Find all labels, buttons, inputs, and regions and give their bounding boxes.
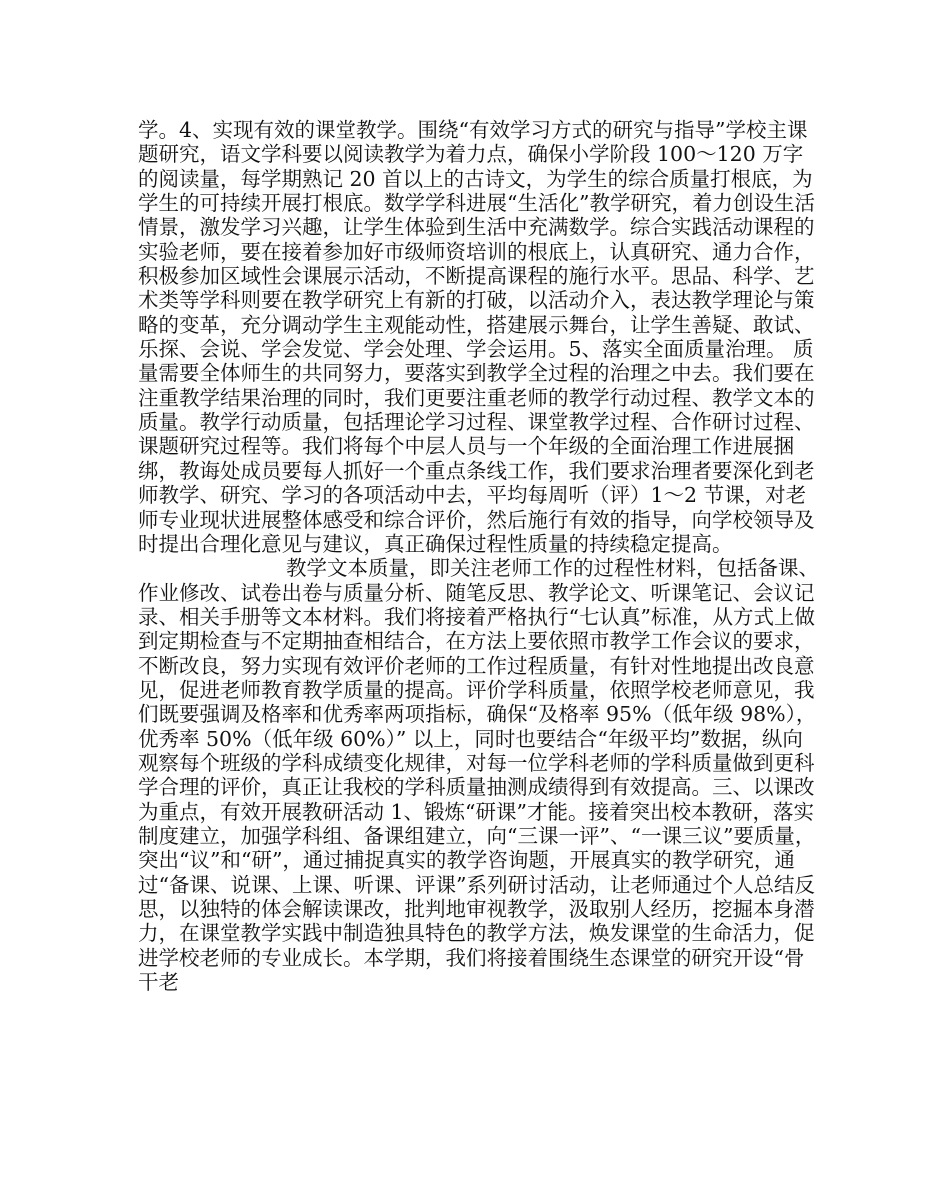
document-body: [138, 118, 822, 994]
paragraph-2: 教学文本质量，即关注老师工作的过程性材料，包括备课、作业修改、试卷出卷与质量分析、随笔反思、教学论文、听课笔记、会议记录、相关手册等文本材料。我们将接着严格执行“七认真”标准，从方式上做到定期检查与不定期抽查相结合，在方法上要依照市教学工作会议的要求，不断改良，努力实现有效评价老师的工作过程质量，有针对性地提出改良意见，促进老师教育教学质量的提高。评价学科质量，依照学校老师意见，我们既要强调及格率和优秀率两项指标，确保“及格率 95%（低年级 98%），优秀率 50%（低年级 60%）” 以上，同时也要结合“年级平均”数据，纵向观察每个班级的学科成绩变化规律，对每一位学科老师的学科质量做到更科学合理的评价，真正让我校的学科质量抽测成绩得到有效提高。三、以课改为重点，有效开展教研活动 1、锻炼“研课”才能。接着突出校本教研，落实制度建立，加强学科组、备课组建立，向“三课一评”、“一课三议”要质量，突出“议”和“研”，通过捕捉真实的教学咨询题，开展真实的教学研究，通过“备课、说课、上课、听课、评课”系列研讨活动，让老师通过个人总结反思，以独特的体会解读课改，批判地审视教学，汲取别人经历，挖掘本身潜力，在课堂教学实践中制造独具特色的教学方法，焕发课堂的生命活力，促进学校老师的专业成长。本学期，我们将接着围绕生态课堂的研究开设“骨干老: [138, 556, 819, 995]
paragraph-1: 学。4、实现有效的课堂教学。围绕“有效学习方式的研究与指导”学校主课题研究，语文学科要以阅读教学为着力点，确保小学阶段 100～120 万字的阅读量，每学期熟记 20 首以上的古诗文，为学生的综合质量打根底，为学生的可持续开展打根底。数学学科进展“生活化”教学研究，着力创设生活情景，激发学习兴趣，让学生体验到生活中充满数学。综合实践活动课程的实验老师，要在接着参加好市级师资培训的根底上，认真研究、通力合作，积极参加区域性会课展示活动，不断提高课程的施行水平。思品、科学、艺术类等学科则要在教学研究上有新的打破，以活动介入，表达教学理论与策略的变革，充分调动学生主观能动性，搭建展示舞台，让学生善疑、敢试、乐探、会说、学会发觉、学会处理、学会运用。5、落实全面质量治理。 质量需要全体师生的共同努力，要落实到教学全过程的治理之中去。我们要在注重教学结果治理的同时，我们更要注重老师的教学行动过程、教学文本的质量。教学行动质量，包括理论学习过程、课堂教学过程、合作研讨过程、课题研究过程等。我们将每个中层人员与一个年级的全面治理工作进展捆绑，教诲处成员要每人抓好一个重点条线工作，我们要求治理者要深化到老师教学、研究、学习的各项活动中去，平均每周听（评）1～2 节课，对老师专业现状进展整体感受和综合评价，然后施行有效的指导，向学校领导及时提出合理化意见与建议，真正确保过程性质量的持续稳定提高。: [138, 118, 815, 556]
